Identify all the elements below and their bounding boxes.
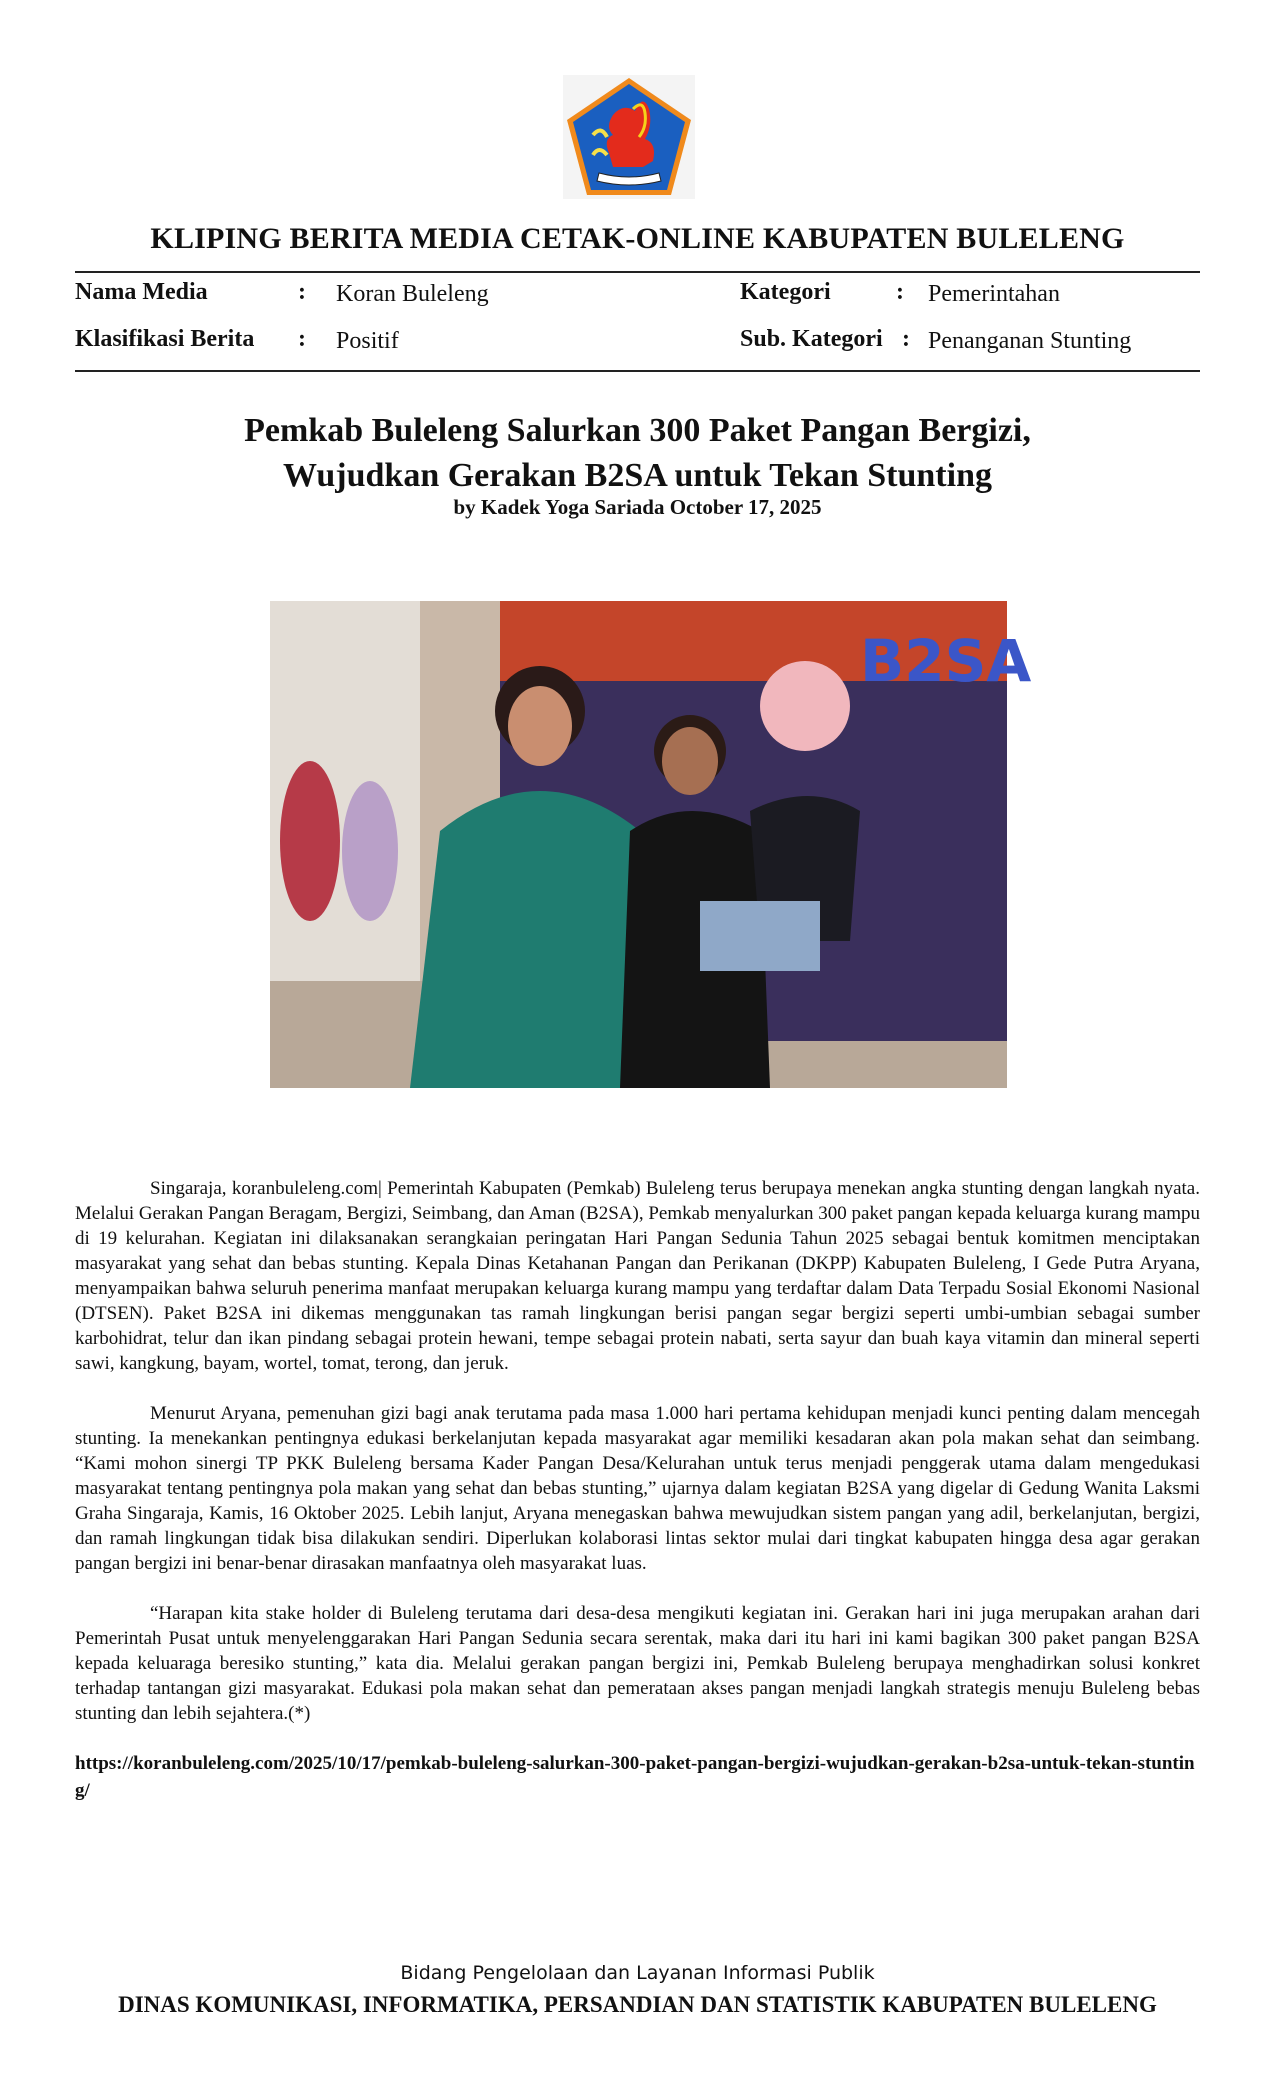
document-title: KLIPING BERITA MEDIA CETAK-ONLINE KABUPATEN BULELENG — [150, 222, 1125, 255]
headline-line-2: Wujudkan Gerakan B2SA untuk Tekan Stunting — [282, 457, 992, 494]
headline-line-1: Pemkab Buleleng Salurkan 300 Paket Pangan Bergizi, — [244, 412, 1031, 449]
photo-banner-text: B2SA — [860, 627, 1032, 695]
colon: : — [902, 326, 910, 352]
divider — [75, 370, 1200, 372]
divider — [75, 271, 1200, 273]
source-url-link[interactable]: https://koranbuleleng.com/2025/10/17/pemkab-buleleng-salurkan-300-paket-pangan-bergizi-wujudkan-gerakan-b2sa-untuk-tekan-stunting/ — [75, 1753, 1195, 1801]
nama-media-value: Koran Buleleng — [336, 281, 489, 307]
klasifikasi-value: Positif — [336, 328, 399, 354]
sub-kategori-label: Sub. Kategori — [740, 326, 883, 352]
kategori-value: Pemerintahan — [928, 281, 1060, 307]
article-photo — [270, 601, 1032, 1088]
buleleng-logo — [563, 75, 695, 199]
sub-kategori-value: Penanganan Stunting — [928, 328, 1132, 354]
article-body — [75, 1176, 1200, 1751]
article-byline: by Kadek Yoga Sariada October 17, 2025 — [453, 495, 822, 519]
colon: : — [896, 279, 904, 305]
colon: : — [298, 279, 306, 305]
article-paragraph: “Harapan kita stake holder di Buleleng terutama dari desa-desa mengikuti kegiatan ini. Gerakan hari ini juga merupakan arahan dari Pemerintah Pusat untuk menyelenggarakan Hari Pangan Sedunia secara serentak, maka dari itu hari ini kami bagikan 300 paket pangan B2SA kepada keluaraga beresiko stunting,” kata dia. Melalui gerakan pangan bergizi ini, Pemkab Buleleng berupaya menghadirkan solusi konkret terhadap tantangan gizi masyarakat. Edukasi pola makan sehat dan pemerataan akses pangan menjadi langkah strategis menuju Buleleng bebas stunting dan lebih sejahtera.(*) — [75, 1603, 1200, 1724]
nama-media-label: Nama Media — [75, 279, 208, 305]
footer-division: Bidang Pengelolaan dan Layanan Informasi Publik — [400, 1962, 875, 1984]
article-paragraph: Menurut Aryana, pemenuhan gizi bagi anak terutama pada masa 1.000 hari pertama kehidupan menjadi kunci penting dalam mencegah stunting. Ia menekankan pentingnya edukasi berkelanjutan kepada masyarakat agar memiliki kesadaran akan pola makan sehat dan seimbang. “Kami mohon sinergi TP PKK Buleleng bersama Kader Pangan Desa/Kelurahan untuk terus menjadi penggerak utama dalam mengedukasi masyarakat tentang pentingnya pola makan yang sehat dan bebas stunting,” ujarnya dalam kegiatan B2SA yang digelar di Gedung Wanita Laksmi Graha Singaraja, Kamis, 16 Oktober 2025. Lebih lanjut, Aryana menegaskan bahwa mewujudkan sistem pangan yang adil, berkelanjutan, bergizi, dan ramah lingkungan tidak bisa dilakukan sendiri. Diperlukan kolaborasi lintas sektor mulai dari tingkat kabupaten hingga desa agar gerakan pangan bergizi ini benar-benar dirasakan manfaatnya oleh masyarakat luas. — [75, 1403, 1200, 1574]
article-headline — [75, 408, 1200, 498]
kategori-label: Kategori — [740, 279, 831, 305]
colon: : — [298, 326, 306, 352]
article-paragraph: Singaraja, koranbuleleng.com| Pemerintah Kabupaten (Pemkab) Buleleng terus berupaya menekan angka stunting dengan langkah nyata. Melalui Gerakan Pangan Beragam, Bergizi, Seimbang, dan Aman (B2SA), Pemkab menyalurkan 300 paket pangan kepada keluarga kurang mampu di 19 kelurahan. Kegiatan ini dilaksanakan serangkaian peringatan Hari Pangan Sedunia Tahun 2025 sebagai bentuk komitmen menciptakan masyarakat yang sehat dan bebas stunting. Kepala Dinas Ketahanan Pangan dan Perikanan (DKPP) Kabupaten Buleleng, I Gede Putra Aryana, menyampaikan bahwa seluruh penerima manfaat merupakan keluarga kurang mampu yang terdaftar dalam Data Terpadu Sosial Ekonomi Nasional (DTSEN). Paket B2SA ini dikemas menggunakan tas ramah lingkungan berisi pangan segar bergizi seperti umbi-umbian sebagai sumber karbohidrat, telur dan ikan pindang sebagai protein hewani, tempe sebagai protein nabati, serta sayur dan buah kaya vitamin dan mineral seperti sawi, kangkung, bayam, wortel, tomat, terong, dan jeruk. — [75, 1178, 1200, 1374]
klasifikasi-label: Klasifikasi Berita — [75, 326, 255, 352]
footer-agency: DINAS KOMUNIKASI, INFORMATIKA, PERSANDIAN DAN STATISTIK KABUPATEN BULELENG — [118, 1992, 1157, 2017]
